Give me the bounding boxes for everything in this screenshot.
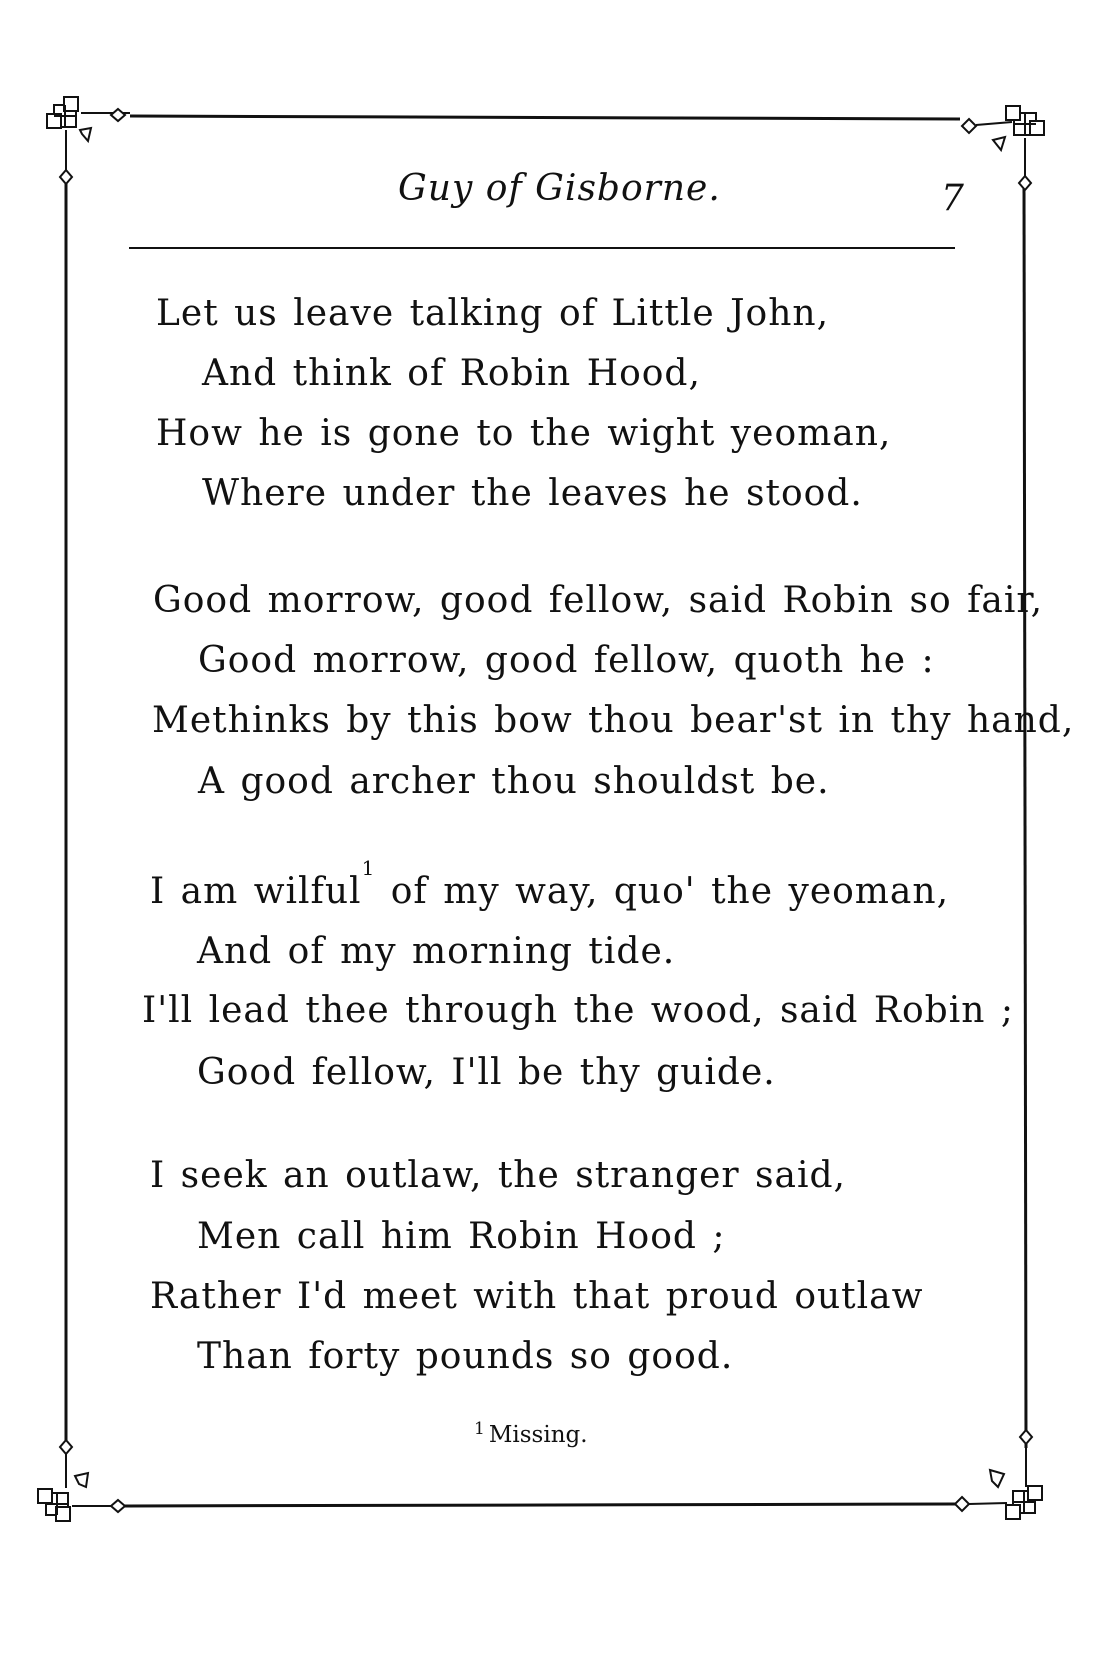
verse-text-before-footnote: I am wilful bbox=[150, 871, 362, 912]
verse-line-with-footnote bbox=[150, 856, 950, 912]
header-rule bbox=[129, 247, 955, 249]
verse-line: And think of Robin Hood, bbox=[202, 353, 701, 394]
footnote bbox=[474, 1419, 588, 1448]
footnote-text: Missing. bbox=[488, 1422, 588, 1448]
running-header-title: Guy of Gisborne. bbox=[398, 168, 721, 209]
footnote-reference-mark: 1 bbox=[361, 856, 376, 880]
page-number: 7 bbox=[941, 178, 964, 219]
verse-line: I seek an outlaw, the stranger said, bbox=[150, 1155, 846, 1196]
verse-line: How he is gone to the wight yeoman, bbox=[156, 413, 892, 454]
verse-line: I'll lead thee through the wood, said Robin ; bbox=[142, 990, 1014, 1031]
verse-line: A good archer thou shouldst be. bbox=[198, 761, 830, 802]
verse-line: Methinks by this bow thou bear'st in thy hand, bbox=[152, 700, 1075, 741]
verse-line: And of my morning tide. bbox=[197, 931, 676, 972]
verse-line: Let us leave talking of Little John, bbox=[156, 293, 830, 334]
corner-ornament-top-left bbox=[47, 97, 130, 184]
verse-line: Men call him Robin Hood ; bbox=[197, 1216, 726, 1257]
corner-ornament-bottom-right bbox=[955, 1430, 1042, 1519]
verse-line: Where under the leaves he stood. bbox=[202, 473, 863, 514]
corner-ornament-top-right bbox=[962, 106, 1044, 190]
verse-line: Good morrow, good fellow, quoth he : bbox=[198, 640, 935, 681]
verse-line: Rather I'd meet with that proud outlaw bbox=[150, 1276, 924, 1317]
footnote-number: 1 bbox=[474, 1419, 485, 1439]
verse-text-after-footnote: of my way, quo' the yeoman, bbox=[375, 871, 950, 912]
verse-line: Than forty pounds so good. bbox=[197, 1336, 734, 1377]
verse-line: Good morrow, good fellow, said Robin so fair, bbox=[153, 580, 1044, 621]
verse-line: Good fellow, I'll be thy guide. bbox=[197, 1052, 776, 1093]
corner-ornament-bottom-left bbox=[38, 1440, 125, 1521]
